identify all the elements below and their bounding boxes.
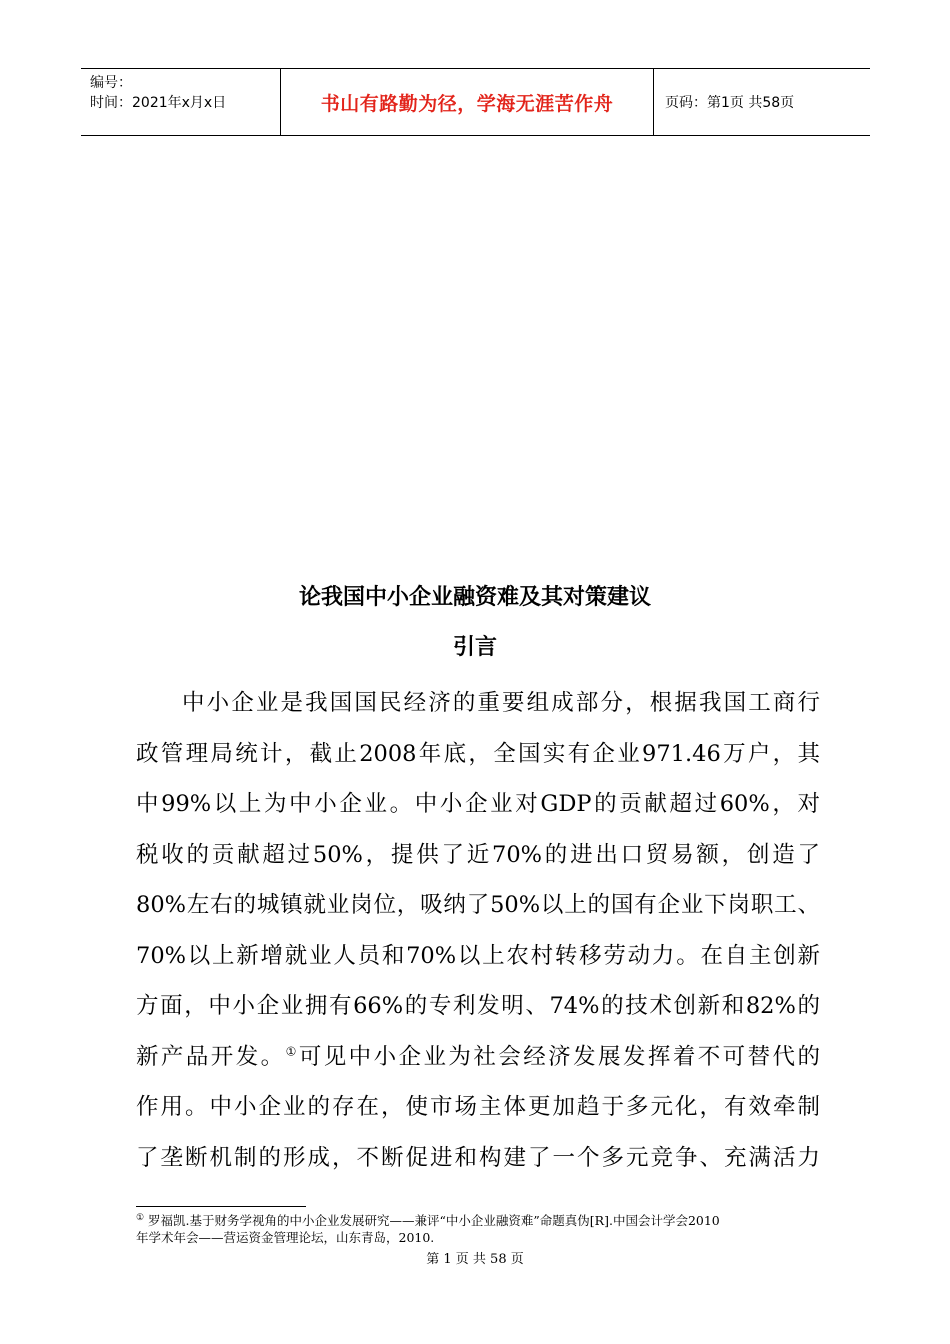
body-line: 80%左右的城镇就业岗位，吸纳了50%以上的国有企业下岗职工、 — [136, 892, 820, 918]
page-number: 第 1 页 共 58 页 — [426, 1252, 524, 1267]
body-line: 中99%以上为中小企业。中小企业对GDP的贡献超过60%，对 — [136, 791, 820, 817]
body-line: 70%以上新增就业人员和70%以上农村转移劳动力。在自主创新 — [136, 942, 820, 969]
body-line: 税收的贡献超过50%，提供了近70%的进出口贸易额，创造了 — [136, 841, 820, 868]
header-page-info: 页码：第1页 共58页 — [665, 95, 795, 111]
header-meta-cell — [81, 69, 281, 135]
section-heading: 引言 — [452, 635, 497, 660]
footnote-separator — [136, 1206, 306, 1207]
number-label: 编号： — [90, 75, 132, 91]
body-line-with-reference — [136, 1032, 820, 1083]
line-text: 可见中小企业为社会经济发展发挥着不可替代的 — [298, 1043, 820, 1070]
footnote-line: 年学术年会——营运资金管理论坛，山东青岛，2010. — [136, 1230, 435, 1245]
footnote-reference-link[interactable]: ① — [285, 1044, 299, 1058]
line-text: 新产品开发。 — [136, 1043, 286, 1070]
body-line: 方面，中小企业拥有66%的专利发明、74%的技术创新和82%的 — [136, 993, 820, 1019]
page-header — [81, 68, 870, 136]
body-line: 了垄断机制的形成，不断促进和构建了一个多元竞争、充满活力 — [136, 1144, 820, 1171]
body-line: 中小企业是我国国民经济的重要组成部分，根据我国工商行 — [182, 690, 820, 716]
header-motto-cell — [281, 69, 654, 135]
footnote-mark: ① — [136, 1212, 145, 1223]
footnote-line — [136, 1212, 826, 1229]
time-label: 时间：2021年x月x日 — [90, 95, 227, 111]
body-paragraph — [136, 678, 820, 1183]
footnote-text: 罗福凯.基于财务学视角的中小企业发展研究——兼评“中小企业融资难”命题真伪[R].中国会计学会2010 — [144, 1213, 720, 1228]
body-line: 作用。中小企业的存在，使市场主体更加趋于多元化，有效牵制 — [136, 1094, 820, 1120]
document-title: 论我国中小企业融资难及其对策建议 — [298, 585, 651, 610]
footnote — [136, 1212, 826, 1246]
body-line: 政管理局统计，截止2008年底，全国实有企业971.46万户，其 — [136, 740, 820, 767]
motto-text: 书山有路勤为径，学海无涯苦作舟 — [320, 92, 614, 115]
header-page-cell — [654, 69, 870, 135]
